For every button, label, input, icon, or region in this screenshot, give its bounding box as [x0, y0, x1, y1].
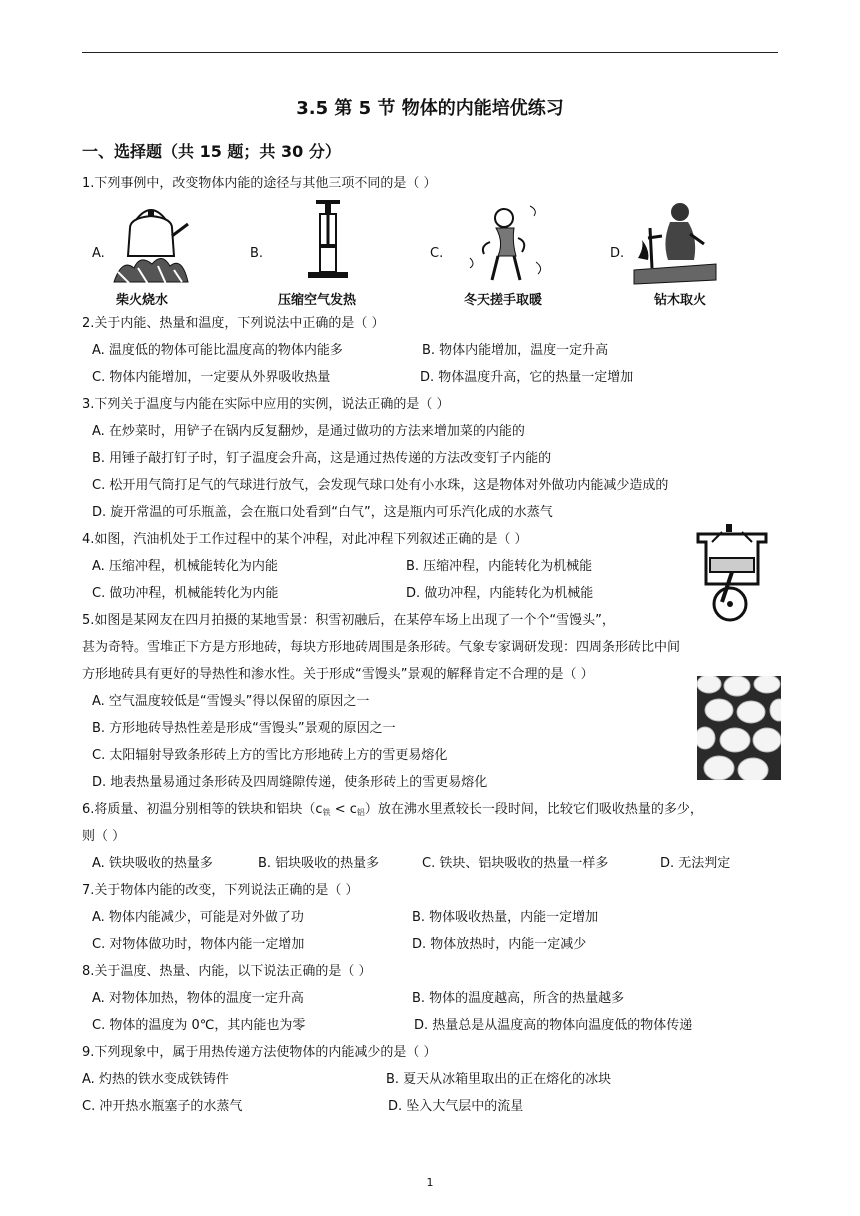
q2-option-b: B. 物体内能增加，温度一定升高 — [422, 343, 609, 358]
question-7-stem: 7.关于物体内能的改变，下列说法正确的是（ ） — [82, 883, 359, 898]
q4-option-a: A. 压缩冲程，机械能转化为内能 — [92, 559, 278, 574]
q2-option-c: C. 物体内能增加，一定要从外界吸收热量 — [92, 370, 331, 385]
q1-option-b-letter: B. — [250, 246, 264, 261]
q1-option-a-letter: A. — [92, 246, 105, 261]
q9-option-c: C. 冲开热水瓶塞子的水蒸气 — [82, 1099, 243, 1114]
q9-option-a: A. 灼热的铁水变成铁铸件 — [82, 1072, 229, 1087]
q9-option-d: D. 坠入大气层中的流星 — [388, 1099, 524, 1114]
q1-option-b-caption: 压缩空气发热 — [278, 293, 357, 308]
q5-option-d: D. 地表热量易通过条形砖及四周缝隙传递，使条形砖上的雪更易熔化 — [92, 775, 488, 790]
snow-mounds-photo-icon — [697, 676, 781, 780]
engine-cylinder-icon — [692, 522, 772, 626]
question-4-stem: 4.如图，汽油机处于工作过程中的某个冲程，对此冲程下列叙述正确的是（ ） — [82, 532, 528, 547]
question-1-stem: 1.下列事例中，改变物体内能的途径与其他三项不同的是（ ） — [82, 176, 437, 191]
header-rule — [82, 52, 778, 53]
q6-subscript-aluminium: 铝 — [356, 808, 365, 817]
q7-option-a: A. 物体内能减少，可能是对外做了功 — [92, 910, 304, 925]
q8-option-c: C. 物体的温度为 0℃，其内能也为零 — [92, 1018, 306, 1033]
question-6-stem-line-1 — [82, 801, 703, 822]
question-9-stem: 9.下列现象中，属于用热传递方法使物体的内能减少的是（ ） — [82, 1045, 437, 1060]
q4-option-c: C. 做功冲程，机械能转化为内能 — [92, 586, 279, 601]
question-6-stem-line-2: 则（ ） — [82, 829, 126, 844]
q6-stem-suffix: ）放在沸水里煮较长一段时间，比较它们吸收热量的多少， — [364, 802, 703, 817]
q3-option-c: C. 松开用气筒打足气的气球进行放气，会发现气球口处有小水珠，这是物体对外做功内能减少造成的 — [92, 478, 669, 493]
q8-option-a: A. 对物体加热，物体的温度一定升高 — [92, 991, 304, 1006]
q1-option-c-letter: C. — [430, 246, 444, 261]
q1-option-c-caption: 冬天搓手取暖 — [464, 293, 543, 308]
question-8-stem: 8.关于温度、热量、内能，以下说法正确的是（ ） — [82, 964, 372, 979]
q6-option-b: B. 铝块吸收的热量多 — [258, 856, 380, 871]
q4-option-d: D. 做功冲程，内能转化为机械能 — [406, 586, 594, 601]
question-5-stem-line-1: 5.如图是某网友在四月拍摄的某地雪景：积雪初融后，在某停车场上出现了一个个“雪馒头”， — [82, 613, 615, 628]
q6-less-than: < c — [330, 802, 357, 817]
section-heading: 一、选择题（共 15 题；共 30 分） — [82, 142, 341, 161]
q6-option-c: C. 铁块、铝块吸收的热量一样多 — [422, 856, 609, 871]
question-2-stem: 2.关于内能、热量和温度，下列说法中正确的是（ ） — [82, 316, 385, 331]
q5-option-a: A. 空气温度较低是“雪馒头”得以保留的原因之一 — [92, 694, 370, 709]
q3-option-b: B. 用锤子敲打钉子时，钉子温度会升高，这是通过热传递的方法改变钉子内能的 — [92, 451, 552, 466]
q7-option-b: B. 物体吸收热量，内能一定增加 — [412, 910, 599, 925]
q4-option-b: B. 压缩冲程，内能转化为机械能 — [406, 559, 593, 574]
q6-subscript-iron: 铁 — [322, 808, 331, 817]
page-number: 1 — [426, 1176, 434, 1189]
q8-option-d: D. 热量总是从温度高的物体向温度低的物体传递 — [414, 1018, 693, 1033]
q2-option-a: A. 温度低的物体可能比温度高的物体内能多 — [92, 343, 343, 358]
question-3-stem: 3.下列关于温度与内能在实际中应用的实例，说法正确的是（ ） — [82, 397, 450, 412]
q7-option-d: D. 物体放热时，内能一定减少 — [412, 937, 587, 952]
q1-option-a-caption: 柴火烧水 — [116, 293, 169, 308]
q3-option-a: A. 在炒菜时，用铲子在锅内反复翻炒，是通过做功的方法来增加菜的内能的 — [92, 424, 525, 439]
q5-option-c: C. 太阳辐射导致条形砖上方的雪比方形地砖上方的雪更易熔化 — [92, 748, 448, 763]
q6-stem-prefix: 6.将质量、初温分别相等的铁块和铝块（c — [82, 802, 323, 817]
q8-option-b: B. 物体的温度越高，所含的热量越多 — [412, 991, 625, 1006]
q2-option-d: D. 物体温度升高，它的热量一定增加 — [420, 370, 634, 385]
q6-option-d: D. 无法判定 — [660, 856, 731, 871]
page-title: 3.5 第 5 节 物体的内能培优练习 — [296, 98, 564, 119]
question-5-stem-line-3: 方形地砖具有更好的导热性和渗水性。关于形成“雪馒头”景观的解释肯定不合理的是（ ） — [82, 667, 594, 682]
q1-option-d-letter: D. — [610, 246, 625, 261]
q1-option-d-caption: 钻木取火 — [654, 293, 707, 308]
q5-option-b: B. 方形地砖导热性差是形成“雪馒头”景观的原因之一 — [92, 721, 396, 736]
q6-option-a: A. 铁块吸收的热量多 — [92, 856, 213, 871]
question-5-stem-line-2: 甚为奇特。雪堆正下方是方形地砖，每块方形地砖周围是条形砖。气象专家调研发现：四周条形砖比中间 — [82, 640, 681, 655]
q7-option-c: C. 对物体做功时，物体内能一定增加 — [92, 937, 305, 952]
q9-option-b: B. 夏天从冰箱里取出的正在熔化的冰块 — [386, 1072, 612, 1087]
q3-option-d: D. 旋开常温的可乐瓶盖，会在瓶口处看到“白气”，这是瓶内可乐汽化成的水蒸气 — [92, 505, 553, 520]
